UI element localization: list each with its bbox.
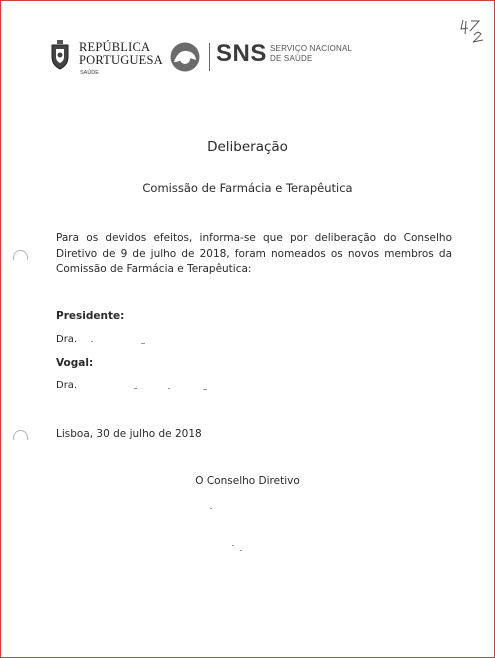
handwritten-mark — [457, 17, 487, 45]
vogal-name: Dra. — [56, 380, 78, 391]
vogal-label: Vogal: — [56, 357, 94, 369]
redaction-mark — [91, 341, 93, 342]
punch-hole — [13, 430, 28, 440]
sns-full-name-line2: DE SAÚDE — [270, 54, 313, 63]
redaction-mark — [203, 389, 207, 390]
punch-hole — [13, 250, 28, 260]
body-paragraph: Para os devidos efeitos, informa-se que por deliberação do Conselho Diretivo de 9 de julho de 2018, foram nomeados os novos membros da Comissão de Farmácia e Terapêutica: — [56, 232, 452, 275]
sns-logo-icon — [169, 41, 201, 73]
scan-speck — [232, 545, 234, 546]
sns-abbreviation: SNS — [216, 40, 267, 67]
redaction-mark — [168, 388, 170, 389]
coat-of-arms-icon — [48, 39, 72, 71]
redaction-mark — [134, 388, 137, 389]
ministry-label: SAÚDE — [80, 70, 99, 76]
redaction-mark — [141, 343, 145, 344]
scan-speck — [210, 508, 212, 509]
signatory-label: O Conselho Diretivo — [195, 475, 300, 487]
sns-full-name-line1: SERVIÇO NACIONAL — [270, 44, 353, 53]
scan-speck — [240, 550, 242, 551]
document-subtitle: Comissão de Farmácia e Terapêutica — [142, 181, 353, 195]
president-label: Presidente: — [56, 310, 125, 322]
letterhead — [48, 37, 378, 83]
president-name: Dra. — [56, 334, 78, 345]
place-and-date: Lisboa, 30 de julho de 2018 — [56, 428, 202, 440]
document-title: Deliberação — [207, 139, 288, 155]
republic-name-line1: REPÚBLICA — [79, 40, 151, 54]
republic-name-line2: PORTUGUESA — [79, 53, 163, 67]
header-divider — [209, 43, 210, 71]
